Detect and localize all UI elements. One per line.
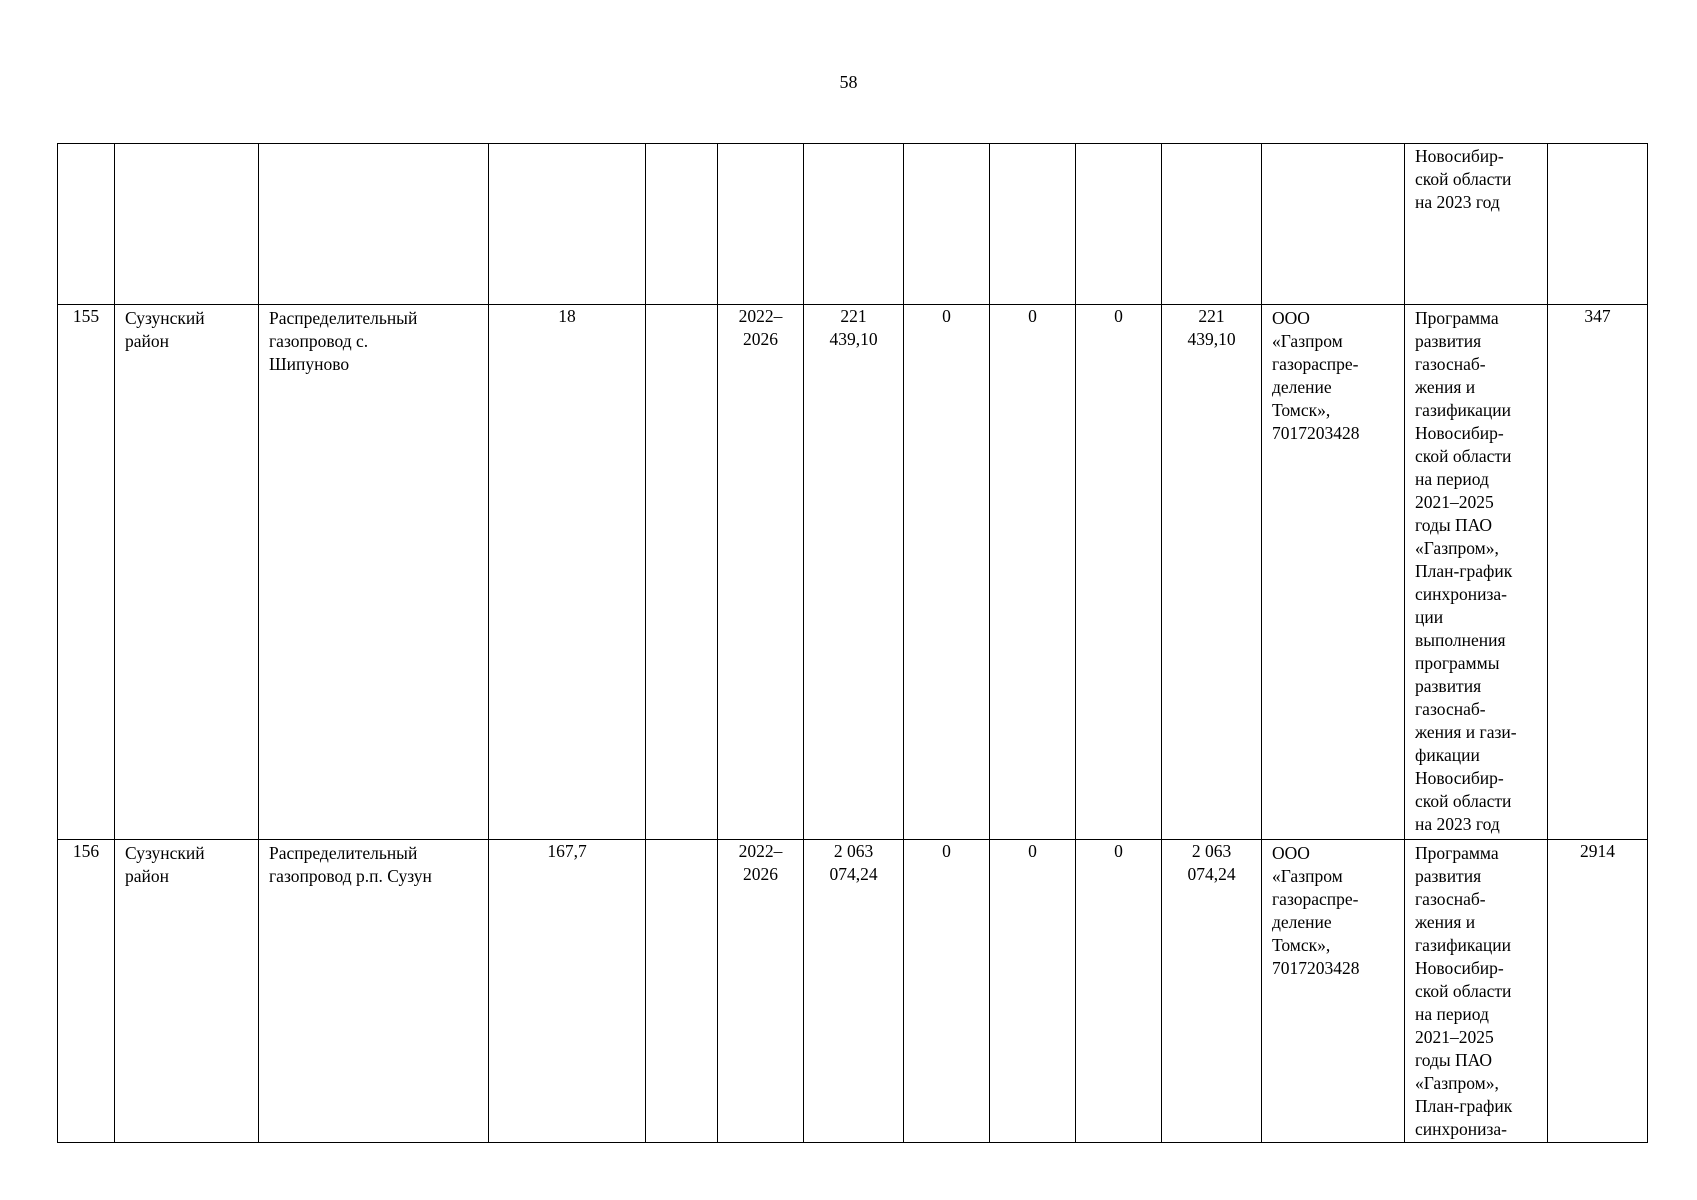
funding-cell [904,144,990,305]
total-cost-cell: 2 063 074,24 [804,840,904,1143]
funding-cell [1076,144,1162,305]
extrabudget-cell: 221 439,10 [1162,305,1262,840]
funding-cell: 0 [990,840,1076,1143]
extrabudget-cell [1162,144,1262,305]
period-cell: 2022– 2026 [718,840,804,1143]
length-cell: 18 [489,305,646,840]
funding-cell: 0 [904,840,990,1143]
funding-cell [990,144,1076,305]
funding-cell: 0 [990,305,1076,840]
last-value-cell: 347 [1548,305,1648,840]
length-cell: 167,7 [489,840,646,1143]
basis-cell: Программа развития газоснаб- жения и газификации Новосибир- ской области на период 2021–2025 годы ПАО «Газпром», План-график синхрониза- [1405,840,1548,1143]
period-cell [718,144,804,305]
total-cost-cell: 221 439,10 [804,305,904,840]
row-number-cell: 156 [58,840,115,1143]
last-value-cell: 2914 [1548,840,1648,1143]
company-cell: ООО «Газпром газораспре- деление Томск», 7017203428 [1262,305,1405,840]
last-value-cell [1548,144,1648,305]
district-cell: Сузунский район [115,305,259,840]
table-row [58,840,1648,1143]
table-row [58,144,1648,305]
object-name-cell: Распределительный газопровод р.п. Сузун [259,840,489,1143]
object-name-cell [259,144,489,305]
empty-cell [646,305,718,840]
row-number-cell [58,144,115,305]
page-number: 58 [839,72,858,92]
funding-cell: 0 [1076,305,1162,840]
gas-pipeline-table [57,143,1648,1143]
length-cell [489,144,646,305]
funding-cell: 0 [904,305,990,840]
period-cell: 2022– 2026 [718,305,804,840]
basis-cell: Программа развития газоснаб- жения и газификации Новосибир- ской области на период 2021–2025 годы ПАО «Газпром», План-график синхрониза- ции выполнения программы развития газоснаб- жения и гази- фикации Новосибир- ской области на 2023 год [1405,305,1548,840]
row-number-cell: 155 [58,305,115,840]
table-row [58,305,1648,840]
company-cell: ООО «Газпром газораспре- деление Томск», 7017203428 [1262,840,1405,1143]
empty-cell [646,840,718,1143]
funding-cell: 0 [1076,840,1162,1143]
total-cost-cell [804,144,904,305]
district-cell: Сузунский район [115,840,259,1143]
district-cell [115,144,259,305]
basis-cell: Новосибир- ской области на 2023 год [1405,144,1548,305]
extrabudget-cell: 2 063 074,24 [1162,840,1262,1143]
empty-cell [646,144,718,305]
company-cell [1262,144,1405,305]
object-name-cell: Распределительный газопровод с. Шипуново [259,305,489,840]
